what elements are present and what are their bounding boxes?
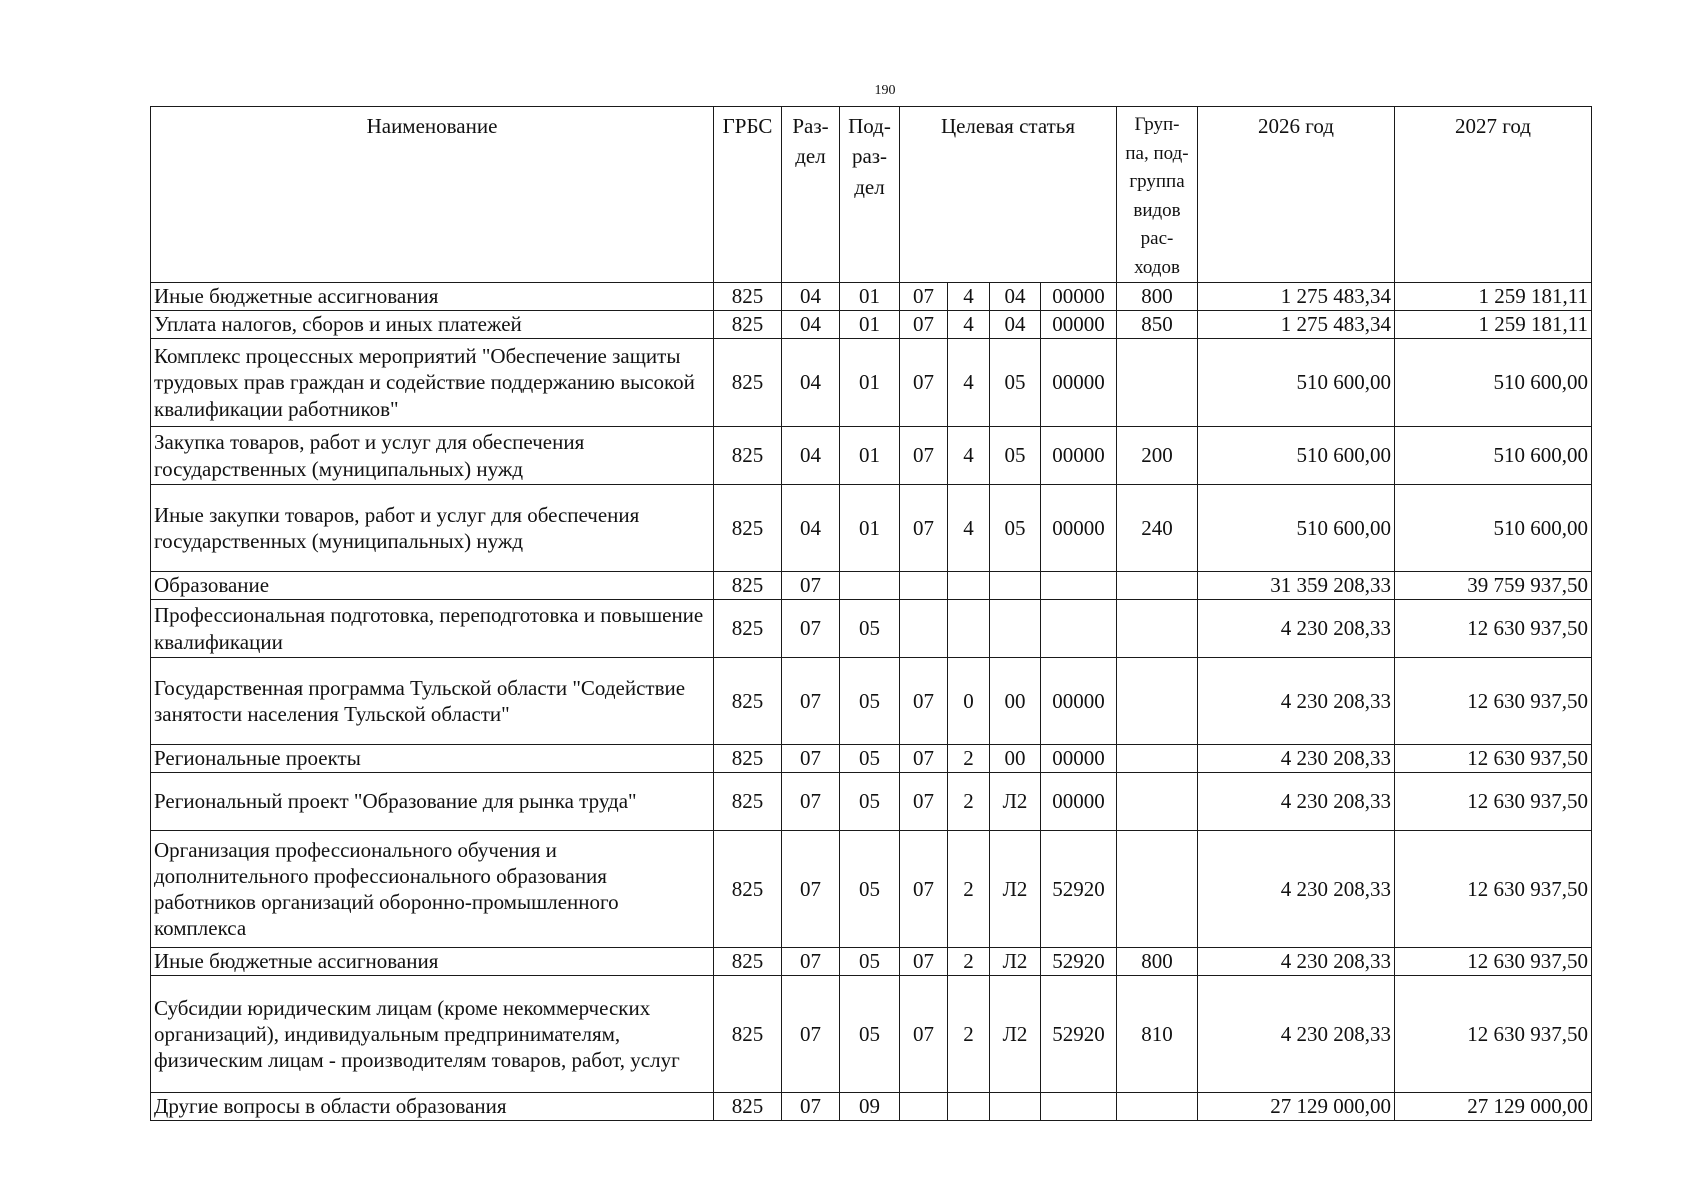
row-amount-2027: 12 630 937,50 bbox=[1395, 600, 1592, 658]
row-name: Иные бюджетные ассигнования bbox=[151, 948, 714, 976]
row-cs-program: 07 bbox=[900, 283, 948, 311]
row-amount-2027: 27 129 000,00 bbox=[1395, 1093, 1592, 1121]
row-name: Уплата налогов, сборов и иных платежей bbox=[151, 311, 714, 339]
row-razdel: 07 bbox=[782, 831, 840, 948]
table-row bbox=[151, 311, 1592, 339]
row-cs-structure: 05 bbox=[990, 339, 1041, 427]
row-cs-type: 2 bbox=[948, 773, 990, 831]
row-cs-direction bbox=[1041, 600, 1117, 658]
row-name: Региональные проекты bbox=[151, 745, 714, 773]
row-cs-program: 07 bbox=[900, 948, 948, 976]
row-cs-program: 07 bbox=[900, 745, 948, 773]
row-cs-structure: Л2 bbox=[990, 773, 1041, 831]
header-2026: 2026 год bbox=[1198, 107, 1395, 283]
header-2027: 2027 год bbox=[1395, 107, 1592, 283]
row-podrazdel: 05 bbox=[840, 773, 900, 831]
row-vid-raskhodov bbox=[1117, 572, 1198, 600]
row-grbs: 825 bbox=[714, 427, 782, 485]
row-amount-2026: 27 129 000,00 bbox=[1198, 1093, 1395, 1121]
header-name: Наименование bbox=[151, 107, 714, 283]
table-row bbox=[151, 658, 1592, 745]
row-amount-2026: 4 230 208,33 bbox=[1198, 600, 1395, 658]
row-name: Другие вопросы в области образования bbox=[151, 1093, 714, 1121]
page-number: 190 bbox=[874, 83, 896, 98]
row-razdel: 04 bbox=[782, 339, 840, 427]
row-amount-2027: 510 600,00 bbox=[1395, 485, 1592, 572]
row-razdel: 04 bbox=[782, 485, 840, 572]
row-name: Субсидии юридическим лицам (кроме некоммерческих организаций), индивидуальным предпринимателям, физическим лицам - производителям товаров, работ, услуг bbox=[151, 976, 714, 1093]
row-grbs: 825 bbox=[714, 1093, 782, 1121]
row-amount-2027: 12 630 937,50 bbox=[1395, 773, 1592, 831]
table-row bbox=[151, 485, 1592, 572]
row-cs-structure: 05 bbox=[990, 427, 1041, 485]
row-amount-2026: 1 275 483,34 bbox=[1198, 283, 1395, 311]
row-cs-structure bbox=[990, 600, 1041, 658]
row-amount-2026: 4 230 208,33 bbox=[1198, 948, 1395, 976]
row-cs-program: 07 bbox=[900, 311, 948, 339]
row-podrazdel bbox=[840, 572, 900, 600]
table-header-row bbox=[151, 107, 1592, 283]
row-name: Профессиональная подготовка, переподготовка и повышение квалификации bbox=[151, 600, 714, 658]
row-cs-direction: 00000 bbox=[1041, 773, 1117, 831]
row-name: Образование bbox=[151, 572, 714, 600]
table-body bbox=[151, 283, 1592, 1121]
row-name: Организация профессионального обучения и дополнительного профессионального образования работников организаций оборонно-промышленного комплекса bbox=[151, 831, 714, 948]
row-razdel: 07 bbox=[782, 1093, 840, 1121]
row-vid-raskhodov bbox=[1117, 600, 1198, 658]
row-vid-raskhodov bbox=[1117, 831, 1198, 948]
row-vid-raskhodov: 850 bbox=[1117, 311, 1198, 339]
row-razdel: 07 bbox=[782, 948, 840, 976]
row-cs-direction: 00000 bbox=[1041, 427, 1117, 485]
row-podrazdel: 01 bbox=[840, 485, 900, 572]
row-amount-2027: 1 259 181,11 bbox=[1395, 283, 1592, 311]
row-cs-type: 2 bbox=[948, 948, 990, 976]
row-podrazdel: 05 bbox=[840, 658, 900, 745]
header-podrazdel: Под- раз- дел bbox=[840, 107, 900, 283]
row-amount-2026: 4 230 208,33 bbox=[1198, 773, 1395, 831]
row-razdel: 07 bbox=[782, 976, 840, 1093]
row-cs-direction: 00000 bbox=[1041, 311, 1117, 339]
row-cs-structure: Л2 bbox=[990, 948, 1041, 976]
row-cs-structure: 00 bbox=[990, 745, 1041, 773]
row-podrazdel: 05 bbox=[840, 976, 900, 1093]
row-cs-structure bbox=[990, 572, 1041, 600]
row-cs-direction bbox=[1041, 1093, 1117, 1121]
row-cs-program: 07 bbox=[900, 339, 948, 427]
row-cs-type bbox=[948, 572, 990, 600]
row-amount-2027: 12 630 937,50 bbox=[1395, 745, 1592, 773]
row-razdel: 04 bbox=[782, 427, 840, 485]
header-grbs: ГРБС bbox=[714, 107, 782, 283]
table-row bbox=[151, 427, 1592, 485]
row-cs-type: 0 bbox=[948, 658, 990, 745]
row-cs-program bbox=[900, 572, 948, 600]
row-cs-type: 4 bbox=[948, 283, 990, 311]
row-podrazdel: 01 bbox=[840, 311, 900, 339]
row-cs-direction: 52920 bbox=[1041, 831, 1117, 948]
row-cs-structure: 04 bbox=[990, 311, 1041, 339]
row-cs-type bbox=[948, 1093, 990, 1121]
row-amount-2027: 510 600,00 bbox=[1395, 427, 1592, 485]
header-razdel: Раз- дел bbox=[782, 107, 840, 283]
row-grbs: 825 bbox=[714, 572, 782, 600]
row-amount-2026: 4 230 208,33 bbox=[1198, 976, 1395, 1093]
row-cs-program: 07 bbox=[900, 831, 948, 948]
row-name: Иные закупки товаров, работ и услуг для обеспечения государственных (муниципальных) нужд bbox=[151, 485, 714, 572]
table-row bbox=[151, 976, 1592, 1093]
row-cs-type: 4 bbox=[948, 339, 990, 427]
table-row bbox=[151, 339, 1592, 427]
row-podrazdel: 01 bbox=[840, 283, 900, 311]
row-amount-2027: 39 759 937,50 bbox=[1395, 572, 1592, 600]
row-vid-raskhodov: 800 bbox=[1117, 283, 1198, 311]
row-podrazdel: 05 bbox=[840, 745, 900, 773]
row-name: Государственная программа Тульской области "Содействие занятости населения Тульской области" bbox=[151, 658, 714, 745]
row-razdel: 07 bbox=[782, 658, 840, 745]
row-cs-type: 4 bbox=[948, 427, 990, 485]
row-name: Иные бюджетные ассигнования bbox=[151, 283, 714, 311]
row-podrazdel: 05 bbox=[840, 600, 900, 658]
row-cs-structure: Л2 bbox=[990, 831, 1041, 948]
table-row bbox=[151, 831, 1592, 948]
row-cs-program: 07 bbox=[900, 485, 948, 572]
row-cs-program bbox=[900, 600, 948, 658]
row-podrazdel: 01 bbox=[840, 339, 900, 427]
row-amount-2026: 1 275 483,34 bbox=[1198, 311, 1395, 339]
row-amount-2027: 12 630 937,50 bbox=[1395, 831, 1592, 948]
row-amount-2027: 12 630 937,50 bbox=[1395, 976, 1592, 1093]
row-cs-direction: 00000 bbox=[1041, 745, 1117, 773]
row-amount-2026: 510 600,00 bbox=[1198, 427, 1395, 485]
row-name: Закупка товаров, работ и услуг для обеспечения государственных (муниципальных) нужд bbox=[151, 427, 714, 485]
row-vid-raskhodov bbox=[1117, 745, 1198, 773]
row-amount-2026: 4 230 208,33 bbox=[1198, 658, 1395, 745]
row-razdel: 04 bbox=[782, 311, 840, 339]
row-name: Комплекс процессных мероприятий "Обеспечение защиты трудовых прав граждан и содействие поддержанию высокой квалификации работников" bbox=[151, 339, 714, 427]
budget-table bbox=[150, 106, 1592, 1121]
row-grbs: 825 bbox=[714, 600, 782, 658]
row-name: Региональный проект "Образование для рынка труда" bbox=[151, 773, 714, 831]
row-cs-type: 2 bbox=[948, 745, 990, 773]
row-vid-raskhodov bbox=[1117, 658, 1198, 745]
row-cs-type: 4 bbox=[948, 311, 990, 339]
row-cs-program: 07 bbox=[900, 658, 948, 745]
row-grbs: 825 bbox=[714, 339, 782, 427]
row-amount-2026: 31 359 208,33 bbox=[1198, 572, 1395, 600]
row-podrazdel: 09 bbox=[840, 1093, 900, 1121]
row-amount-2027: 12 630 937,50 bbox=[1395, 948, 1592, 976]
row-cs-type bbox=[948, 600, 990, 658]
row-grbs: 825 bbox=[714, 658, 782, 745]
row-cs-structure: 05 bbox=[990, 485, 1041, 572]
row-cs-program: 07 bbox=[900, 773, 948, 831]
row-cs-structure: 00 bbox=[990, 658, 1041, 745]
row-grbs: 825 bbox=[714, 948, 782, 976]
row-vid-raskhodov: 810 bbox=[1117, 976, 1198, 1093]
row-cs-program bbox=[900, 1093, 948, 1121]
table-row bbox=[151, 773, 1592, 831]
row-amount-2027: 12 630 937,50 bbox=[1395, 658, 1592, 745]
row-vid-raskhodov bbox=[1117, 773, 1198, 831]
row-cs-structure: Л2 bbox=[990, 976, 1041, 1093]
row-cs-program: 07 bbox=[900, 976, 948, 1093]
row-amount-2026: 4 230 208,33 bbox=[1198, 831, 1395, 948]
header-celevaya-statya: Целевая статья bbox=[900, 107, 1117, 283]
row-vid-raskhodov: 800 bbox=[1117, 948, 1198, 976]
row-amount-2026: 4 230 208,33 bbox=[1198, 745, 1395, 773]
row-razdel: 04 bbox=[782, 283, 840, 311]
row-vid-raskhodov: 240 bbox=[1117, 485, 1198, 572]
row-cs-structure bbox=[990, 1093, 1041, 1121]
row-cs-direction: 00000 bbox=[1041, 283, 1117, 311]
row-cs-direction: 00000 bbox=[1041, 485, 1117, 572]
row-razdel: 07 bbox=[782, 745, 840, 773]
row-vid-raskhodov: 200 bbox=[1117, 427, 1198, 485]
row-cs-type: 4 bbox=[948, 485, 990, 572]
row-amount-2026: 510 600,00 bbox=[1198, 485, 1395, 572]
row-grbs: 825 bbox=[714, 283, 782, 311]
row-cs-type: 2 bbox=[948, 976, 990, 1093]
row-razdel: 07 bbox=[782, 572, 840, 600]
row-amount-2027: 510 600,00 bbox=[1395, 339, 1592, 427]
row-razdel: 07 bbox=[782, 600, 840, 658]
table-row bbox=[151, 572, 1592, 600]
row-razdel: 07 bbox=[782, 773, 840, 831]
row-grbs: 825 bbox=[714, 773, 782, 831]
table-row bbox=[151, 1093, 1592, 1121]
row-amount-2027: 1 259 181,11 bbox=[1395, 311, 1592, 339]
row-cs-structure: 04 bbox=[990, 283, 1041, 311]
row-grbs: 825 bbox=[714, 311, 782, 339]
row-grbs: 825 bbox=[714, 745, 782, 773]
table-row bbox=[151, 948, 1592, 976]
row-grbs: 825 bbox=[714, 976, 782, 1093]
row-cs-direction: 00000 bbox=[1041, 658, 1117, 745]
table-row bbox=[151, 283, 1592, 311]
row-cs-direction: 52920 bbox=[1041, 976, 1117, 1093]
row-podrazdel: 01 bbox=[840, 427, 900, 485]
row-cs-program: 07 bbox=[900, 427, 948, 485]
table-row bbox=[151, 600, 1592, 658]
row-vid-raskhodov bbox=[1117, 1093, 1198, 1121]
row-grbs: 825 bbox=[714, 831, 782, 948]
header-vid-raskhodov: Груп- па, под- группа видов рас- ходов bbox=[1117, 107, 1198, 283]
row-cs-direction: 00000 bbox=[1041, 339, 1117, 427]
row-cs-direction: 52920 bbox=[1041, 948, 1117, 976]
row-podrazdel: 05 bbox=[840, 831, 900, 948]
row-amount-2026: 510 600,00 bbox=[1198, 339, 1395, 427]
row-podrazdel: 05 bbox=[840, 948, 900, 976]
row-vid-raskhodov bbox=[1117, 339, 1198, 427]
row-cs-type: 2 bbox=[948, 831, 990, 948]
row-grbs: 825 bbox=[714, 485, 782, 572]
row-cs-direction bbox=[1041, 572, 1117, 600]
table-row bbox=[151, 745, 1592, 773]
